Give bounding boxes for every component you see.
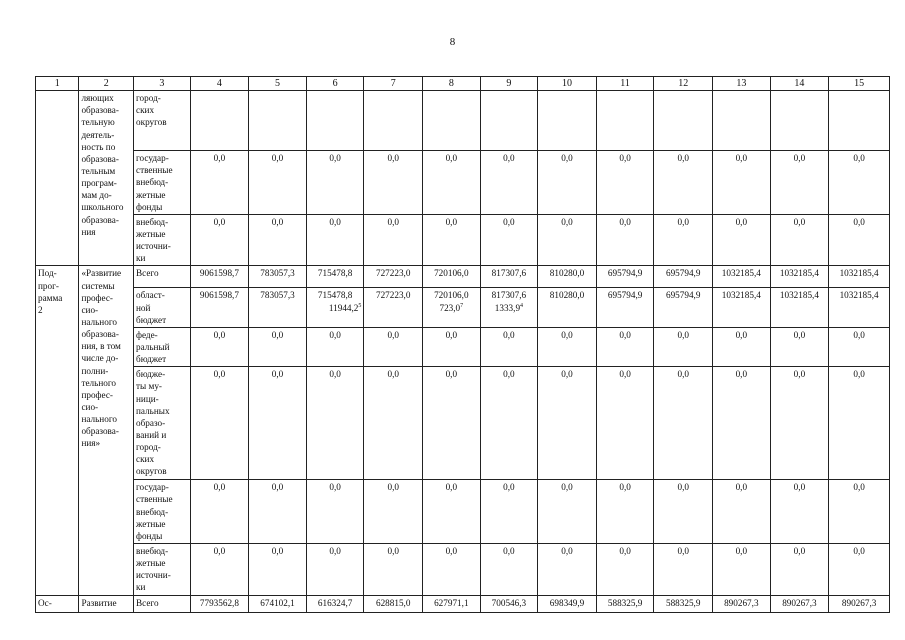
amount-value: 0,0 xyxy=(387,369,399,380)
amount-value: 1032185,4 xyxy=(779,268,819,279)
amount-cell xyxy=(364,266,423,288)
amount-value: 1032185,4 xyxy=(721,268,761,279)
amount-cell xyxy=(770,266,829,288)
amount-value: 0,0 xyxy=(561,546,573,556)
funding-source-cell: государ- ственные внебюд- жетные фонды xyxy=(134,151,191,215)
amount-cell xyxy=(770,151,829,215)
amount-cell xyxy=(423,151,481,215)
amount-cell xyxy=(654,544,713,596)
amount-cell xyxy=(713,327,771,366)
amount-cell xyxy=(249,288,307,327)
amount-cell xyxy=(306,367,364,480)
amount-value: 1032185,4 xyxy=(839,268,879,279)
amount-value: 0,0 xyxy=(387,329,399,340)
amount-cell xyxy=(538,544,597,596)
amount-cell xyxy=(480,327,538,366)
amount-cell xyxy=(480,595,538,612)
amount-cell xyxy=(249,151,307,215)
amount-cell xyxy=(596,214,654,266)
amount-value: 0,0 xyxy=(329,546,341,556)
amount-value: 0,0 xyxy=(735,216,748,227)
amount-cell xyxy=(306,288,364,327)
amount-cell xyxy=(364,214,423,266)
table-row xyxy=(36,151,890,215)
program-code-cell xyxy=(36,91,79,266)
amount-cell xyxy=(654,91,713,151)
amount-value: 0,0 xyxy=(329,153,341,164)
table-row xyxy=(36,480,890,544)
amount-cell xyxy=(190,480,249,544)
amount-value: 0,0 xyxy=(619,153,631,164)
amount-cell xyxy=(713,288,771,327)
program-code-cell: Под- прог- рамма 2 xyxy=(36,266,79,595)
amount-cell xyxy=(829,151,890,215)
amount-cell xyxy=(596,544,654,596)
amount-value: 0,0 xyxy=(619,546,631,556)
amount-cell xyxy=(190,151,249,215)
amount-value: 0,0 xyxy=(445,153,458,164)
amount-cell xyxy=(364,595,423,612)
amount-cell xyxy=(654,480,713,544)
amount-value: 700546,3 xyxy=(491,597,527,608)
amount-value: 0,0 xyxy=(561,216,573,227)
amount-value: 720106,0 xyxy=(434,290,469,301)
amount-value: 0,0 xyxy=(503,482,515,493)
amount-cell xyxy=(713,214,771,266)
program-name-cell: «Развитие системы профес- сио- нального образова- ния, в том числе до- полни- тельного профес- сио- нального образова- ния» xyxy=(79,266,134,595)
amount-value: 0,0 xyxy=(735,153,748,164)
amount-cell xyxy=(829,544,890,596)
amount-cell xyxy=(538,367,597,480)
amount-value: 0,0 xyxy=(271,482,284,493)
amount-cell xyxy=(538,288,597,327)
table-row xyxy=(36,288,890,327)
amount-cell xyxy=(306,480,364,544)
funding-source-cell: Всего xyxy=(134,595,191,612)
amount-cell xyxy=(306,544,364,596)
column-number-header: 6 xyxy=(306,77,364,91)
amount-value: 0,0 xyxy=(853,153,865,164)
amount-cell xyxy=(480,91,538,151)
amount-value: 715478,8 xyxy=(317,290,353,301)
amount-value: 0,0 xyxy=(619,482,631,493)
amount-cell xyxy=(190,288,249,327)
amount-value: 0,0 xyxy=(619,369,631,380)
amount-value: 0,0 xyxy=(793,329,806,340)
amount-cell xyxy=(770,327,829,366)
amount-value: 890267,3 xyxy=(724,597,759,608)
amount-value: 890267,3 xyxy=(841,597,877,608)
additional-amount xyxy=(425,302,478,314)
amount-cell xyxy=(364,544,423,596)
amount-value: 695794,9 xyxy=(607,268,643,279)
amount-value: 674102,1 xyxy=(260,597,295,608)
amount-value: 0,0 xyxy=(445,546,458,556)
amount-cell xyxy=(770,480,829,544)
amount-value: 727223,0 xyxy=(375,290,411,301)
amount-cell xyxy=(654,327,713,366)
amount-value: 588325,9 xyxy=(665,597,701,608)
amount-value: 0,0 xyxy=(503,216,515,227)
amount-value: 588325,9 xyxy=(607,597,643,608)
amount-value: 715478,8 xyxy=(317,268,353,279)
amount-cell xyxy=(829,367,890,480)
amount-cell xyxy=(364,288,423,327)
amount-value: 0,0 xyxy=(213,153,226,164)
amount-value: 0,0 xyxy=(213,482,226,493)
amount-value: 0,0 xyxy=(387,546,399,556)
additional-amount xyxy=(309,302,362,314)
amount-cell xyxy=(538,327,597,366)
amount-value: 0,0 xyxy=(271,546,284,556)
amount-value: 0,0 xyxy=(793,482,806,493)
amount-value: 0,0 xyxy=(677,482,689,493)
amount-cell xyxy=(713,480,771,544)
amount-value: 817307,6 xyxy=(491,290,527,301)
funding-source-cell: феде- ральный бюджет xyxy=(134,327,191,366)
amount-value: 890267,3 xyxy=(782,597,817,608)
amount-value: 783057,3 xyxy=(260,290,295,301)
amount-cell xyxy=(423,288,481,327)
amount-cell xyxy=(713,595,771,612)
amount-value: 1032185,4 xyxy=(839,290,879,301)
amount-cell xyxy=(770,91,829,151)
amount-value: 0,0 xyxy=(503,369,515,380)
amount-value: 0,0 xyxy=(213,369,226,380)
amount-cell xyxy=(249,480,307,544)
amount-cell xyxy=(423,327,481,366)
column-number-header: 3 xyxy=(134,77,191,91)
amount-value: 0,0 xyxy=(735,482,748,493)
amount-cell xyxy=(364,327,423,366)
amount-cell xyxy=(306,595,364,612)
table-row xyxy=(36,595,890,612)
amount-cell xyxy=(770,214,829,266)
amount-value: 810280,0 xyxy=(549,268,585,279)
amount-cell xyxy=(654,595,713,612)
amount-value: 0,0 xyxy=(213,329,226,340)
amount-value: 0,0 xyxy=(793,369,806,380)
amount-value: 0,0 xyxy=(387,482,399,493)
amount-cell xyxy=(829,327,890,366)
amount-value: 0,0 xyxy=(853,482,865,493)
column-number-header: 13 xyxy=(713,77,771,91)
amount-value: 0,0 xyxy=(445,482,458,493)
column-number-header: 12 xyxy=(654,77,713,91)
amount-cell xyxy=(423,91,481,151)
amount-cell xyxy=(423,595,481,612)
page-number: 8 xyxy=(449,36,456,48)
amount-value: 0,0 xyxy=(213,546,226,556)
amount-value: 0,0 xyxy=(735,329,748,340)
amount-value: 7793562,8 xyxy=(199,597,239,608)
amount-cell xyxy=(190,544,249,596)
amount-value: 0,0 xyxy=(445,369,458,380)
column-number-header: 9 xyxy=(480,77,538,91)
column-number-header: 1 xyxy=(36,77,79,91)
column-number-header: 4 xyxy=(190,77,249,91)
amount-cell xyxy=(829,288,890,327)
amount-cell xyxy=(596,367,654,480)
additional-amount-value: 1333,9 xyxy=(494,302,521,313)
amount-value: 0,0 xyxy=(503,546,515,556)
amount-cell xyxy=(249,544,307,596)
amount-value: 0,0 xyxy=(503,153,515,164)
amount-value: 0,0 xyxy=(271,329,284,340)
amount-value: 0,0 xyxy=(329,329,341,340)
amount-value: 0,0 xyxy=(561,369,573,380)
amount-cell xyxy=(306,266,364,288)
column-number-header: 5 xyxy=(249,77,307,91)
additional-amount xyxy=(483,302,536,314)
amount-value: 0,0 xyxy=(853,369,865,380)
amount-value: 1032185,4 xyxy=(779,290,819,301)
amount-cell xyxy=(480,266,538,288)
amount-value: 0,0 xyxy=(329,216,341,227)
amount-cell xyxy=(770,367,829,480)
amount-value: 0,0 xyxy=(677,216,689,227)
amount-cell xyxy=(423,480,481,544)
amount-cell xyxy=(190,91,249,151)
amount-cell xyxy=(423,367,481,480)
amount-cell xyxy=(249,91,307,151)
amount-cell xyxy=(654,266,713,288)
program-name-cell: Развитие xyxy=(79,595,134,612)
amount-cell xyxy=(654,288,713,327)
amount-cell xyxy=(596,480,654,544)
footnote-marker: 4 xyxy=(520,302,524,309)
amount-cell xyxy=(480,214,538,266)
amount-value: 628815,0 xyxy=(375,597,411,608)
amount-cell xyxy=(596,91,654,151)
amount-value: 0,0 xyxy=(677,329,689,340)
amount-cell xyxy=(306,327,364,366)
amount-cell xyxy=(829,480,890,544)
amount-cell xyxy=(306,214,364,266)
amount-value: 783057,3 xyxy=(260,268,295,279)
amount-value: 0,0 xyxy=(329,482,341,493)
amount-value: 0,0 xyxy=(677,546,689,556)
amount-value: 627971,1 xyxy=(434,597,469,608)
amount-value: 0,0 xyxy=(387,153,399,164)
amount-value: 727223,0 xyxy=(375,268,411,279)
table-row xyxy=(36,367,890,480)
additional-amount-value: 11944,2 xyxy=(328,302,359,313)
program-name-cell: ляющих образова- тельную деятель- ность по образова- тельным програм- мам до- школьного образова- ния xyxy=(79,91,134,266)
amount-value: 0,0 xyxy=(387,216,399,227)
funding-source-cell: бюдже- ты му- ници- пальных образо- ваний и город- ских округов xyxy=(134,367,191,480)
amount-value: 817307,6 xyxy=(491,268,527,279)
amount-cell xyxy=(423,214,481,266)
amount-cell xyxy=(249,367,307,480)
amount-cell xyxy=(306,151,364,215)
amount-value: 0,0 xyxy=(853,546,865,556)
amount-cell xyxy=(249,327,307,366)
amount-value: 0,0 xyxy=(735,546,748,556)
amount-cell xyxy=(654,367,713,480)
amount-cell xyxy=(364,91,423,151)
funding-source-cell: город- ских округов xyxy=(134,91,191,151)
amount-cell xyxy=(713,367,771,480)
amount-value: 0,0 xyxy=(445,216,458,227)
amount-value: 0,0 xyxy=(561,482,573,493)
amount-cell xyxy=(654,214,713,266)
amount-cell xyxy=(480,544,538,596)
amount-value: 0,0 xyxy=(445,329,458,340)
amount-value: 0,0 xyxy=(213,216,226,227)
amount-value: 0,0 xyxy=(735,369,748,380)
amount-cell xyxy=(654,151,713,215)
table-row xyxy=(36,544,890,596)
amount-cell xyxy=(770,544,829,596)
column-number-header: 15 xyxy=(829,77,890,91)
amount-cell xyxy=(596,288,654,327)
amount-cell xyxy=(538,480,597,544)
amount-cell xyxy=(306,91,364,151)
amount-cell xyxy=(190,327,249,366)
amount-cell xyxy=(480,480,538,544)
amount-cell xyxy=(596,151,654,215)
amount-value: 0,0 xyxy=(271,216,284,227)
amount-cell xyxy=(249,214,307,266)
amount-cell xyxy=(364,151,423,215)
amount-cell xyxy=(829,266,890,288)
amount-cell xyxy=(190,595,249,612)
column-number-header: 10 xyxy=(538,77,597,91)
amount-value: 0,0 xyxy=(793,153,806,164)
amount-value: 0,0 xyxy=(503,329,515,340)
amount-cell xyxy=(538,595,597,612)
column-number-header: 2 xyxy=(79,77,134,91)
table-row xyxy=(36,327,890,366)
amount-value: 695794,9 xyxy=(665,290,701,301)
amount-value: 810280,0 xyxy=(549,290,585,301)
amount-value: 0,0 xyxy=(271,153,284,164)
funding-source-cell: област- ной бюджет xyxy=(134,288,191,327)
amount-cell xyxy=(480,367,538,480)
amount-value: 720106,0 xyxy=(434,268,469,279)
program-code-cell: Ос- xyxy=(36,595,79,612)
table-row xyxy=(36,91,890,151)
amount-value: 616324,7 xyxy=(317,597,353,608)
amount-value: 1032185,4 xyxy=(721,290,761,301)
table-row xyxy=(36,214,890,266)
amount-cell xyxy=(596,595,654,612)
funding-source-cell: внебюд- жетные источни- ки xyxy=(134,544,191,596)
amount-value: 0,0 xyxy=(853,216,865,227)
amount-value: 0,0 xyxy=(561,153,573,164)
amount-value: 0,0 xyxy=(329,369,341,380)
amount-cell xyxy=(538,91,597,151)
amount-value: 0,0 xyxy=(677,369,689,380)
footnote-marker: 7 xyxy=(460,302,464,309)
amount-cell xyxy=(480,151,538,215)
column-number-header: 8 xyxy=(423,77,481,91)
amount-cell xyxy=(770,595,829,612)
amount-value: 9061598,7 xyxy=(199,268,239,279)
column-number-header: 14 xyxy=(770,77,829,91)
amount-value: 695794,9 xyxy=(607,290,643,301)
amount-cell xyxy=(480,288,538,327)
amount-cell xyxy=(423,266,481,288)
table-header-row xyxy=(36,77,890,91)
amount-cell xyxy=(713,544,771,596)
amount-cell xyxy=(538,214,597,266)
amount-cell xyxy=(596,327,654,366)
amount-cell xyxy=(364,367,423,480)
amount-cell xyxy=(249,266,307,288)
amount-value: 0,0 xyxy=(677,153,689,164)
table-row xyxy=(36,266,890,288)
amount-value: 698349,9 xyxy=(549,597,585,608)
amount-cell xyxy=(713,91,771,151)
amount-cell xyxy=(596,266,654,288)
amount-cell xyxy=(829,91,890,151)
amount-cell xyxy=(829,595,890,612)
amount-cell xyxy=(713,151,771,215)
amount-value: 9061598,7 xyxy=(199,290,239,301)
amount-cell xyxy=(190,367,249,480)
amount-value: 695794,9 xyxy=(665,268,701,279)
amount-cell xyxy=(190,266,249,288)
amount-cell xyxy=(829,214,890,266)
footnote-marker: 5 xyxy=(358,302,362,309)
amount-value: 0,0 xyxy=(793,216,806,227)
funding-source-cell: внебюд- жетные источни- ки xyxy=(134,214,191,266)
additional-amount-value: 723,0 xyxy=(439,302,461,313)
amount-cell xyxy=(190,214,249,266)
budget-table xyxy=(35,76,890,613)
amount-value: 0,0 xyxy=(271,369,284,380)
amount-cell xyxy=(713,266,771,288)
column-number-header: 7 xyxy=(364,77,423,91)
amount-value: 0,0 xyxy=(561,329,573,340)
amount-value: 0,0 xyxy=(619,216,631,227)
amount-cell xyxy=(364,480,423,544)
column-number-header: 11 xyxy=(596,77,654,91)
amount-value: 0,0 xyxy=(853,329,865,340)
amount-cell xyxy=(249,595,307,612)
amount-cell xyxy=(770,288,829,327)
amount-value: 0,0 xyxy=(793,546,806,556)
amount-cell xyxy=(538,266,597,288)
amount-value: 0,0 xyxy=(619,329,631,340)
amount-cell xyxy=(423,544,481,596)
funding-source-cell: государ- ственные внебюд- жетные фонды xyxy=(134,480,191,544)
amount-cell xyxy=(538,151,597,215)
funding-source-cell: Всего xyxy=(134,266,191,288)
